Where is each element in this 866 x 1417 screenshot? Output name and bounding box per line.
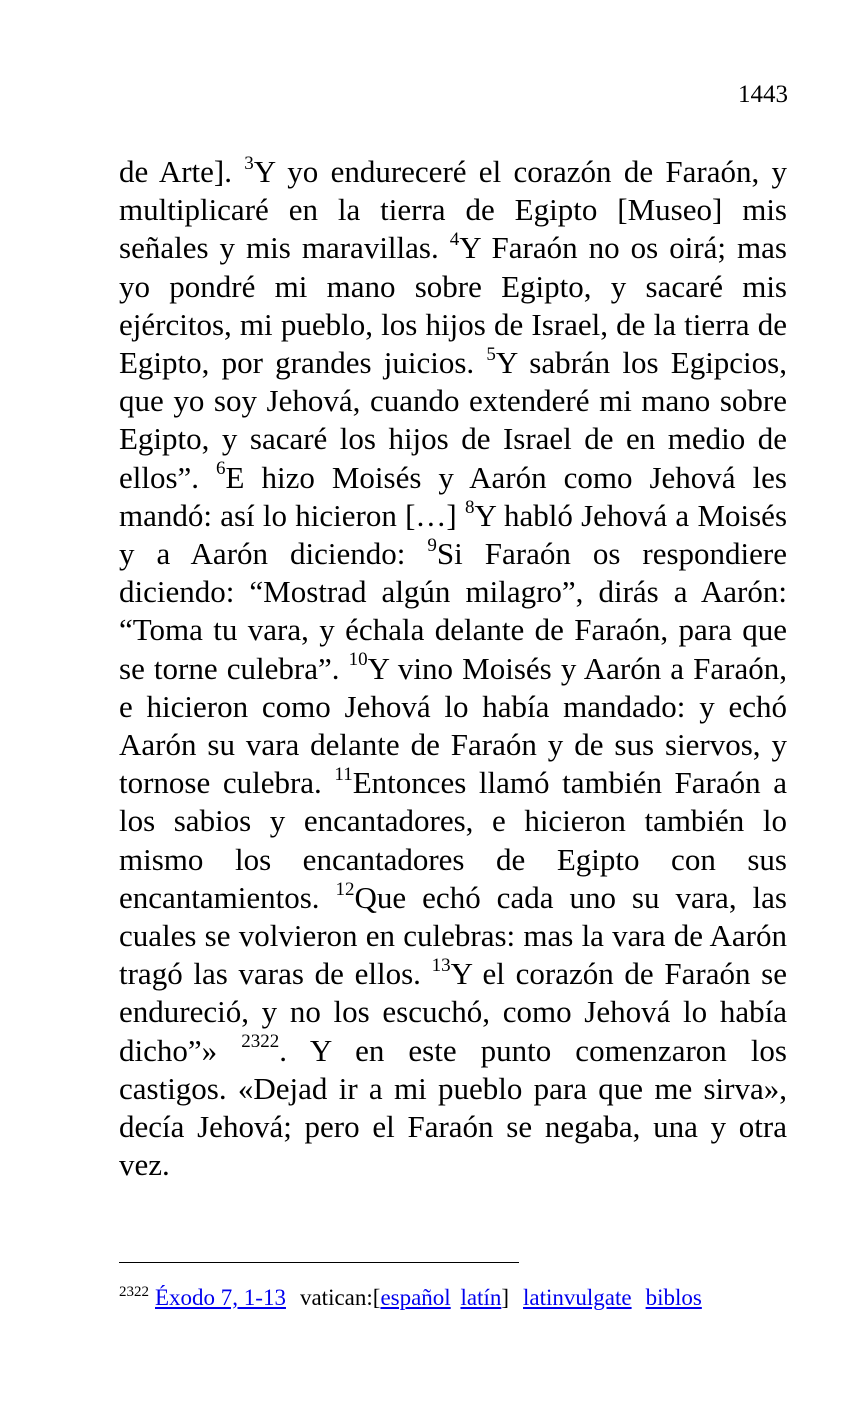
verse-number: 3 bbox=[244, 152, 254, 174]
verse-number: 13 bbox=[431, 954, 451, 976]
text-segment: Y vino Moisés y Aarón a Faraón, e hicieron como Jehová lo había mandado: y echó Aarón su vara delante de Faraón y de sus siervos, y tornose culebra. bbox=[119, 650, 787, 801]
text-segment: Y Faraón no os oirá; mas yo pondré mi mano sobre Egipto, y sacaré mis ejércitos, mi pueblo, los hijos de Israel, de la tierra de Egipto, por grandes juicios. bbox=[119, 230, 787, 381]
verse-number: 11 bbox=[334, 763, 353, 785]
footnote bbox=[119, 1283, 819, 1313]
latin-link[interactable]: latín bbox=[460, 1285, 502, 1310]
verse-number: 12 bbox=[335, 878, 355, 900]
vatican-label: vatican:[ bbox=[299, 1285, 381, 1310]
biblos-link[interactable]: biblos bbox=[645, 1285, 702, 1310]
text-segment: Y el corazón de Faraón se endureció, y no los escuchó, como Jehová lo había dicho”» bbox=[119, 956, 787, 1068]
exodo-reference-link[interactable]: Éxodo 7, 1-13 bbox=[155, 1285, 286, 1310]
text-segment: Y yo endureceré el corazón de Faraón, y multiplicaré en la tierra de Egipto [Museo] mis señales y mis maravillas. bbox=[119, 154, 787, 266]
latinvulgate-link[interactable]: latinvulgate bbox=[523, 1285, 632, 1310]
text-segment: de Arte]. bbox=[119, 154, 245, 189]
footnote-marker: 2322 bbox=[119, 1284, 149, 1301]
verse-number: 10 bbox=[348, 649, 368, 671]
body-paragraph bbox=[119, 153, 787, 1184]
text-segment: E hizo Moisés y Aarón como Jehová les mandó: así lo hicieron […] bbox=[119, 459, 787, 533]
page-number: 1443 bbox=[738, 81, 788, 108]
verse-number: 4 bbox=[449, 229, 460, 251]
text-segment: . Y en este punto comenzaron los castigos. «Dejad ir a mi pueblo para que me sirva», decía Jehová; pero el Faraón se negaba, una y otra vez. bbox=[119, 1032, 787, 1183]
verse-number: 8 bbox=[465, 496, 475, 518]
text-segment: Y sabrán los Egipcios, que yo soy Jehová, cuando extenderé mi mano sobre Egipto, y sacaré los hijos de Israel de en medio de ellos”. bbox=[119, 345, 787, 495]
verse-number: 9 bbox=[427, 534, 437, 556]
text-segment: Entonces llamó también Faraón a los sabios y encantadores, e hicieron también lo mismo los encantadores de Egipto con sus encantamientos. bbox=[119, 765, 787, 915]
close-bracket: ] bbox=[501, 1285, 510, 1310]
espanol-link[interactable]: español bbox=[380, 1285, 451, 1310]
verse-number: 5 bbox=[486, 343, 496, 365]
text-segment: Que echó cada uno su vara, las cuales se volvieron en culebras: mas la vara de Aarón tragó las varas de ellos. bbox=[119, 879, 787, 992]
text-segment: Si Faraón os respondiere diciendo: “Mostrad algún milagro”, dirás a Aarón: “Toma tu vara, y échala delante de Faraón, para que se torne culebra”. bbox=[119, 536, 787, 686]
footnote-divider bbox=[119, 1262, 519, 1263]
footnote-reference-marker: 2322 bbox=[241, 1031, 280, 1053]
verse-number: 6 bbox=[216, 458, 226, 480]
text-segment: Y habló Jehová a Moisés y a Aarón diciendo: bbox=[119, 497, 788, 572]
